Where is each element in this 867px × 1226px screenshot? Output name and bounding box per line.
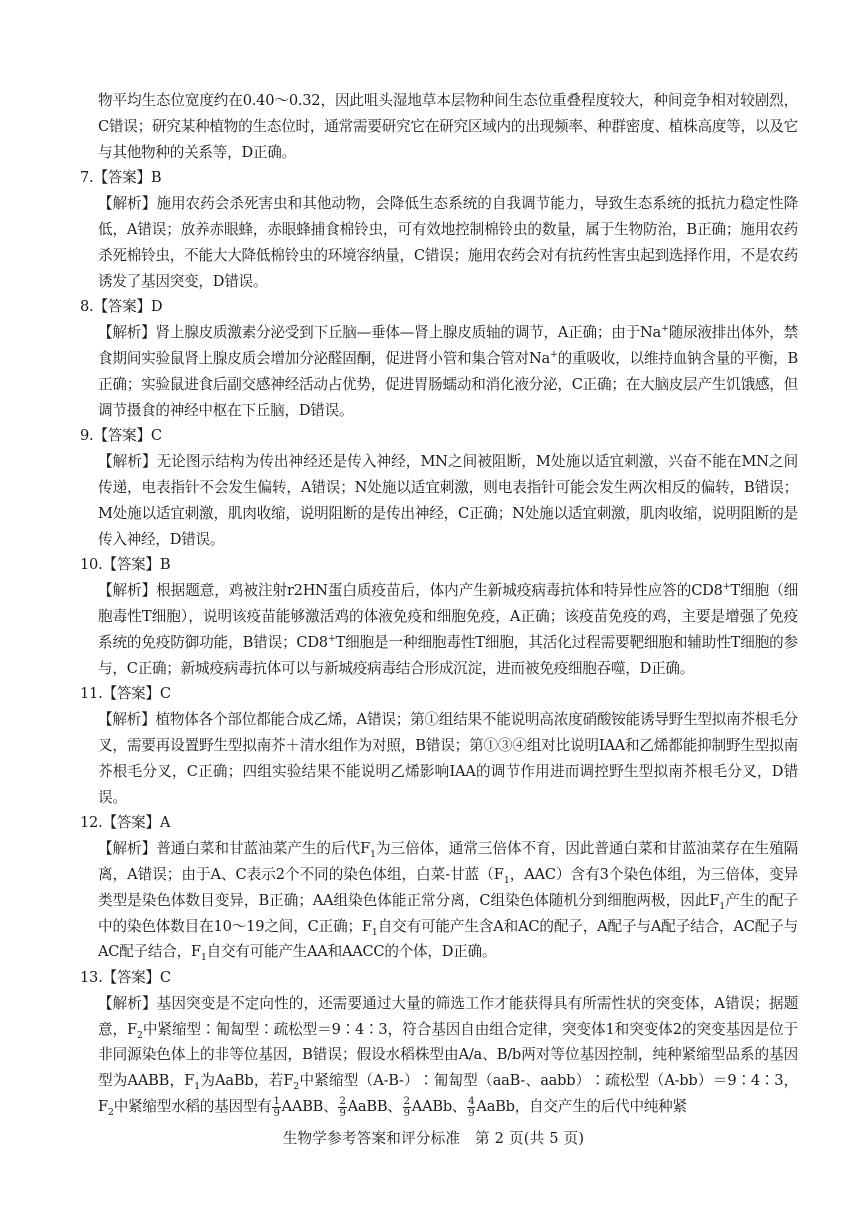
answer-letter: B bbox=[150, 169, 162, 187]
question-number: 10. bbox=[80, 556, 103, 574]
answer-tag: 【答案】 bbox=[93, 427, 151, 445]
question-number: 13. bbox=[80, 969, 103, 987]
fraction: $\frac{4}{9}$ bbox=[468, 1095, 475, 1119]
analysis-tag: 【解析】 bbox=[98, 711, 156, 729]
answer-letter: D bbox=[150, 298, 163, 316]
answer-tag: 【答案】 bbox=[102, 814, 160, 832]
q7-analysis: 【解析】施用农药会杀死害虫和其他动物，会降低生态系统的自我调节能力，导致生态系统的抵抗力稳定性降低，A错误；放养赤眼蜂，赤眼蜂捕食棉铃虫，可有效地控制棉铃虫的数量，属于生物防治，B正确；施用农药杀死棉铃虫，不能大大降低棉铃虫的环境容纳量，C错误；施用农药会对有抗药性害虫起到选择作用，不是农药诱发了基因突变，D错误。 bbox=[98, 195, 798, 290]
q12-answer-line bbox=[80, 810, 798, 836]
q9-analysis: 【解析】无论图示结构为传出神经还是传入神经，MN之间被阻断，M处施以适宜刺激，兴奋不能在MN之间传递，电表指针不会发生偏转，A错误；N处施以适宜刺激，则电表指针可能会发生两次相反的偏转，B错误；M处施以适宜刺激，肌肉收缩，说明阻断的是传出神经，C正确；N处施以适宜刺激，肌肉收缩，说明阻断的是传入神经，D错误。 bbox=[98, 453, 798, 548]
question-number: 8. bbox=[80, 298, 94, 316]
q8-analysis: 【解析】肾上腺皮质激素分泌受到下丘脑—垂体—肾上腺皮质轴的调节，A正确；由于Na+随尿液排出体外，禁食期间实验鼠肾上腺皮质会增加分泌醛固酮，促进肾小管和集合管对Na+的重吸收，以维持血钠含量的平衡，B正确；实验鼠进食后副交感神经活动占优势，促进胃肠蠕动和消化液分泌，C正确；在大脑皮层产生饥饿感，但调节摄食的神经中枢在下丘脑，D错误。 bbox=[98, 323, 798, 419]
answer-letter: C bbox=[159, 969, 171, 987]
answer-letter: C bbox=[159, 685, 171, 703]
answer-key-content bbox=[80, 88, 798, 1120]
answer-tag: 【答案】 bbox=[102, 969, 160, 987]
answer-tag: 【答案】 bbox=[93, 169, 151, 187]
fraction: $\frac{2}{9}$ bbox=[403, 1095, 410, 1119]
question-number: 9. bbox=[80, 427, 94, 445]
question-number: 7. bbox=[80, 169, 94, 187]
q11-answer-line bbox=[80, 681, 798, 707]
q11-analysis: 【解析】植物体各个部位都能合成乙烯，A错误；第①组结果不能说明高浓度硝酸铵能诱导野生型拟南芥根毛分叉，需要再设置野生型拟南芥＋清水组作为对照，B错误；第①③④组对比说明IAA和乙烯都能抑制野生型拟南芥根毛分叉，C正确；四组实验结果不能说明乙烯影响IAA的调节作用进而调控野生型拟南芥根毛分叉，D错误。 bbox=[98, 711, 798, 806]
q13-answer-line bbox=[80, 965, 798, 991]
question-number: 11. bbox=[80, 685, 103, 703]
q10-answer-line bbox=[80, 552, 798, 578]
answer-letter: A bbox=[159, 814, 171, 832]
answer-tag: 【答案】 bbox=[102, 556, 160, 574]
fraction: $\frac{1}{9}$ bbox=[273, 1095, 280, 1119]
fraction: $\frac{2}{9}$ bbox=[339, 1095, 346, 1119]
answer-tag: 【答案】 bbox=[93, 298, 151, 316]
analysis-tag: 【解析】 bbox=[98, 840, 157, 858]
analysis-tag: 【解析】 bbox=[98, 324, 156, 342]
answer-tag: 【答案】 bbox=[102, 685, 160, 703]
answer-letter: B bbox=[159, 556, 171, 574]
q12-analysis: 【解析】普通白菜和甘蓝油菜产生的后代$F_1$为三倍体，通常三倍体不育，因此普通白菜和甘蓝油菜存在生殖隔离，A错误；由于A、C表示2个不同的染色体组，白菜-甘蓝（$F_1$，AAC）含有3个染色体组，为三倍体，变异类型是染色体数目变异，B正确；AA组染色体能正常分离，C组染色体随机分到细胞两极，因此$F_1$产生的配子中的染色体数目在10～19之间，C正确；$F_1$自交有可能产生含A和AC的配子，A配子与A配子结合，AC配子与AC配子结合，$F_1$自交有可能产生AA和AACC的个体，D正确。 bbox=[98, 840, 799, 964]
q8-answer-line bbox=[80, 294, 798, 320]
q10-analysis: 【解析】根据题意，鸡被注射r2HN蛋白质疫苗后，体内产生新城疫病毒抗体和特异性应答的CD8+T细胞（细胞毒性T细胞），说明该疫苗能够激活鸡的体液免疫和细胞免疫，A正确；该疫苗免疫的鸡，主要是增强了免疫系统的免疫防御功能，B错误；CD8+T细胞是一种细胞毒性T细胞，其活化过程需要靶细胞和辅助性T细胞的参与，C正确；新城疫病毒抗体可以与新城疫病毒结合形成沉淀，进而被免疫细胞吞噬，D正确。 bbox=[98, 581, 798, 677]
analysis-tag: 【解析】 bbox=[98, 453, 157, 471]
q7-answer-line bbox=[80, 165, 798, 191]
q13-analysis: 【解析】基因突变是不定向性的，还需要通过大量的筛选工作才能获得具有所需性状的突变体，A错误；据题意，$F_2$中紧缩型∶匍匐型∶疏松型＝9∶4∶3，符合基因自由组合定律，突变体1和突变体2的突变基因是位于非同源染色体上的非等位基因，B错误；假设水稻株型由A/a、B/b两对等位基因控制，纯种紧缩型品系的基因型为AABB，$F_1$为AaBb，若$F_2$中紧缩型（A-B-）∶匍匐型（aaB-、aabb）∶疏松型（A-bb）＝9∶4∶3，$F_2$中紧缩型水稻的基因型有 $\frac{1}{9}$ AABB、 $\frac{2}{9}$ AaBB、 $\frac{2}{9}$ AABb、 $\frac{4}{9}$ AaBb，自交产生的后代中纯种紧 bbox=[98, 994, 798, 1119]
page-footer: 生物学参考答案和评分标准 第 2 页(共 5 页) bbox=[282, 1130, 585, 1147]
analysis-tag: 【解析】 bbox=[98, 994, 157, 1012]
question-number: 12. bbox=[80, 814, 103, 832]
analysis-tag: 【解析】 bbox=[98, 582, 157, 600]
top-paragraph: 物平均生态位宽度约在0.40～0.32，因此咀头湿地草本层物种间生态位重叠程度较大，种间竞争相对较剧烈，C错误；研究某种植物的生态位时，通常需要研究它在研究区域内的出现频率、种群密度、植株高度等，以及它与其他物种的关系等，D正确。 bbox=[98, 92, 798, 161]
answer-letter: C bbox=[150, 427, 162, 445]
analysis-tag: 【解析】 bbox=[98, 195, 157, 213]
q9-answer-line bbox=[80, 423, 798, 449]
